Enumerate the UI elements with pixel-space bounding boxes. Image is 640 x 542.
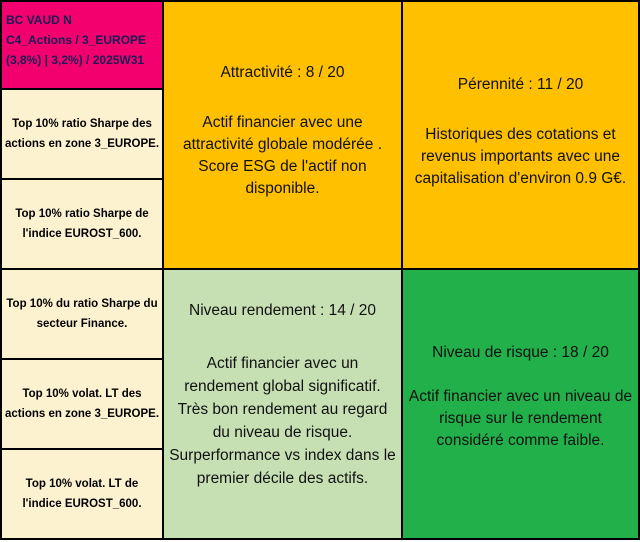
body-line: premier décile des actifs. xyxy=(196,470,369,487)
body-line: Surperformance vs index dans le xyxy=(169,447,396,464)
side-item-line: Top 10% volat. LT des xyxy=(22,388,142,400)
side-item-line: secteur Finance. xyxy=(36,318,128,330)
body-line: rendement global significatif. xyxy=(184,378,381,395)
side-item-line: actions en zone 3_EUROPE. xyxy=(5,138,160,150)
quadrant-rendement xyxy=(162,268,403,540)
body-line: capitalisation d'environ 0.9 G€. xyxy=(414,170,627,187)
body-line: revenus importants avec une xyxy=(420,148,620,165)
side-item-line: Top 10% volat. LT de xyxy=(25,478,139,490)
side-item-line: Top 10% ratio Sharpe de xyxy=(15,208,149,220)
asset-header xyxy=(0,0,164,90)
asset-period: (3,8%) | 3,2%) / 2025W31 xyxy=(6,53,145,67)
side-item-line: l'indice EUROST_600. xyxy=(22,498,142,510)
rendement-body xyxy=(169,352,396,490)
perennite-body xyxy=(415,124,626,190)
quadrant-perennite xyxy=(401,0,640,270)
side-item-line: Top 10% du ratio Sharpe du xyxy=(6,298,158,310)
rendement-title: Niveau rendement : 14 / 20 xyxy=(189,302,376,319)
side-item-volat-index xyxy=(0,448,164,540)
body-line: disponible. xyxy=(245,180,320,197)
body-line: Très bon rendement au regard xyxy=(177,401,388,418)
risque-body xyxy=(409,386,632,452)
side-item-line: actions en zone 3_EUROPE. xyxy=(5,408,160,420)
body-line: Actif financier avec une xyxy=(202,114,363,131)
attractivite-title: Attractivité : 8 / 20 xyxy=(220,64,345,81)
body-line: du niveau de risque. xyxy=(212,424,353,441)
risque-title: Niveau de risque : 18 / 20 xyxy=(432,344,609,361)
attractivite-body xyxy=(183,112,382,200)
body-line: Actif financier avec un xyxy=(206,355,359,372)
side-item-volat-zone xyxy=(0,358,164,450)
body-line: Actif financier avec un niveau de xyxy=(408,388,633,405)
side-item-line: Top 10% ratio Sharpe des xyxy=(12,118,152,130)
perennite-title: Pérennité : 11 / 20 xyxy=(457,76,584,93)
body-line: considéré comme faible. xyxy=(436,432,605,449)
body-line: risque sur le rendement xyxy=(439,410,602,427)
side-item-sharpe-index xyxy=(0,178,164,270)
body-line: Historiques des cotations et xyxy=(425,126,616,143)
side-item-sharpe-zone xyxy=(0,88,164,180)
side-item-sharpe-sector xyxy=(0,268,164,360)
asset-name: BC VAUD N xyxy=(6,13,72,27)
asset-category: C4_Actions / 3_EUROPE xyxy=(6,33,147,47)
body-line: Score ESG de l'actif non xyxy=(198,158,367,175)
quadrant-risque xyxy=(401,268,640,540)
side-item-line: l'indice EUROST_600. xyxy=(22,228,142,240)
quadrant-attractivite xyxy=(162,0,403,270)
body-line: attractivité globale modérée . xyxy=(182,136,383,153)
